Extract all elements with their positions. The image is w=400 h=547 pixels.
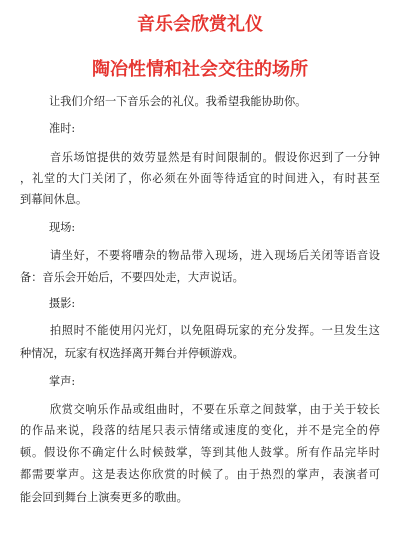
section-heading-photography: 摄影:	[49, 297, 76, 310]
paragraph-line: ，礼堂的大门关闭了，你必须在外面等待适宜的时间进入，有时甚至	[20, 172, 380, 185]
paragraph-line: 音乐场馆提供的效劳显然是有时间限制的。假设你迟到了一分钟	[50, 151, 380, 164]
section-heading-applause: 掌声:	[49, 375, 76, 388]
intro-paragraph: 让我们介绍一下音乐会的礼仪。我希望我能协助你。	[49, 95, 307, 108]
paragraph-line: 欣赏交响乐作品或组曲时，不要在乐章之间鼓掌，由于关于较长	[50, 403, 380, 416]
paragraph-line: 种情况，玩家有权选择离开舞台并停顿游戏。	[20, 347, 244, 360]
document-subtitle: 陶冶性情和社会交往的场所	[92, 59, 308, 80]
document-title: 音乐会欣赏礼仪	[137, 14, 263, 35]
paragraph-line: 顿。假设你不确定什么时候鼓掌，等到其他人鼓掌。所有作品完毕时	[20, 446, 380, 459]
paragraph-line: 到幕间休息。	[20, 193, 88, 206]
section-heading-punctuality: 准时:	[49, 122, 76, 135]
paragraph-line: 的作品来说，段落的结尾只表示情绪或速度的变化，并不是完全的停	[20, 424, 380, 437]
paragraph-line: 请坐好，不要将嘈杂的物品带入现场，进入现场后关闭等语音设	[50, 249, 380, 262]
section-heading-venue: 现场:	[49, 221, 76, 234]
paragraph-line: 都需要掌声。这是表达你欣赏的时候了。由于热烈的掌声，表演者可	[20, 468, 380, 481]
paragraph-line: 拍照时不能使用闪光灯，以免阻碍玩家的充分发挥。一旦发生这	[50, 324, 380, 337]
paragraph-line: 能会回到舞台上演奏更多的歌曲。	[20, 491, 188, 504]
paragraph-line: 备：音乐会开始后，不要四处走，大声说话。	[20, 271, 244, 284]
